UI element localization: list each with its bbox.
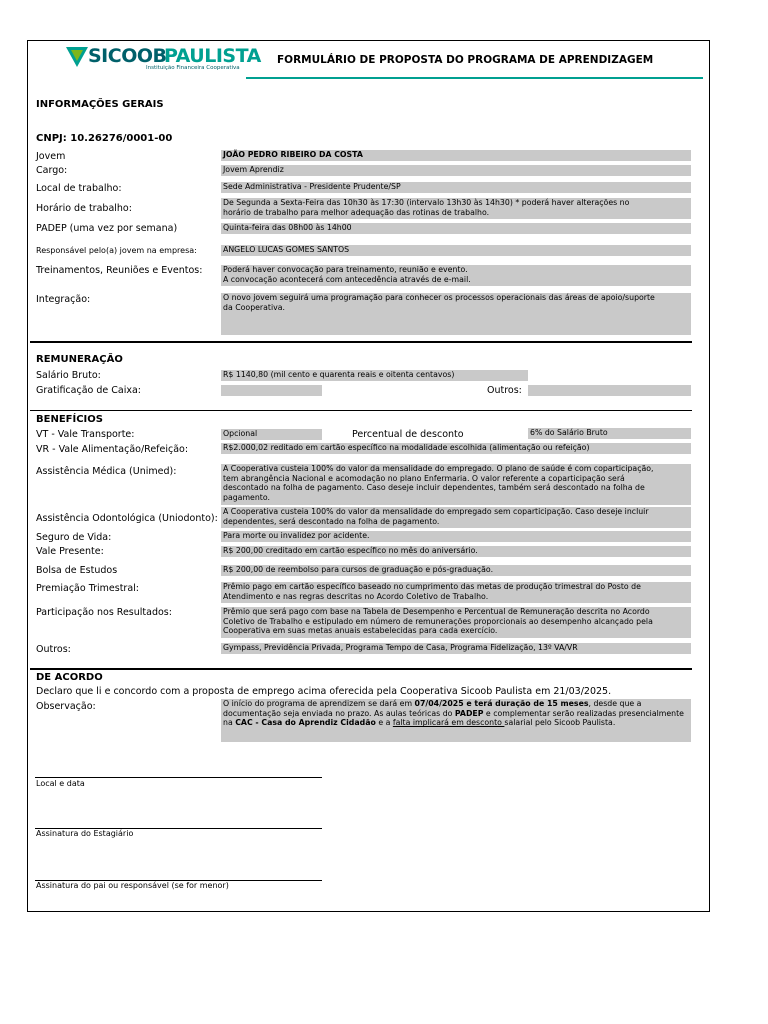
- divider-1: [30, 341, 692, 343]
- pai-signature-label: Assinatura do pai ou responsável (se for menor): [36, 881, 229, 890]
- bolsa-estudos-field[interactable]: R$ 200,00 de reembolso para cursos de graduação e pós-graduação.: [221, 565, 691, 576]
- treinamentos-label: Treinamentos, Reuniões e Eventos:: [36, 265, 203, 276]
- medica-field[interactable]: A Cooperativa custeia 100% do valor da mensalidade do empregado. O plano de saúde é com coparticipação, tem abrangência Nacional e acomodação no plano Enfermaria. O valor referente a coparticipação será descontado na folha de pagamento. Caso deseje incluir dependentes, também será descontado na folha de pagamento.: [221, 464, 691, 505]
- seguro-vida-field[interactable]: Para morte ou invalidez por acidente.: [221, 531, 691, 542]
- title-underline: [246, 77, 703, 79]
- beneficios-outros-field[interactable]: Gympass, Previdência Privada, Programa Tempo de Casa, Programa Fidelização, 13º VA/VR: [221, 643, 691, 654]
- vt-field[interactable]: Opcional: [221, 429, 322, 440]
- obs-part-6: CAC - Casa do Aprendiz Cidadão: [235, 718, 376, 728]
- vt-label: VT - Vale Transporte:: [36, 429, 135, 440]
- salario-label: Salário Bruto:: [36, 370, 101, 381]
- treinamentos-field[interactable]: Poderá haver convocação para treinamento, reunião e evento. A convocação acontecerá com antecedência através de e-mail.: [221, 265, 691, 286]
- vr-field[interactable]: R$2.000,02 reditado em cartão específico na modalidade escolhida (alimentação ou refeição): [221, 443, 691, 454]
- local-label: Local de trabalho:: [36, 183, 122, 194]
- local-field[interactable]: Sede Administrativa - Presidente Prudente/SP: [221, 182, 691, 193]
- section-general-heading: INFORMAÇÕES GERAIS: [36, 99, 164, 110]
- seguro-vida-label: Seguro de Vida:: [36, 532, 112, 543]
- padep-label: PADEP (uma vez por semana): [36, 223, 178, 234]
- bolsa-estudos-label: Bolsa de Estudos: [36, 565, 118, 576]
- obs-part-5: e complementar serão realizadas presencialmente na: [223, 708, 684, 728]
- local-data-line[interactable]: [35, 777, 322, 778]
- logo-brand-1: SICOOB: [88, 45, 167, 67]
- logo-brand-2: PAULISTA: [164, 45, 261, 67]
- salario-field[interactable]: R$ 1140,80 (mil cento e quarenta reais e oitenta centavos): [221, 370, 528, 381]
- cargo-label: Cargo:: [36, 165, 68, 176]
- observacao-field[interactable]: [221, 699, 691, 742]
- padep-field[interactable]: Quinta-feira das 08h00 às 14h00: [221, 223, 691, 234]
- declaracao-text: Declaro que li e concordo com a proposta de emprego acima oferecida pela Cooperativa Sicoob Paulista em 21/03/2025.: [36, 686, 612, 697]
- obs-part-9: salarial pelo Sicoob Paulista.: [504, 718, 616, 728]
- cargo-field[interactable]: Jovem Aprendiz: [221, 165, 691, 176]
- section-acordo-heading: DE ACORDO: [36, 672, 103, 683]
- logo-tagline: Instituição Financeira Cooperativa: [146, 65, 240, 71]
- obs-part-1: O início do programa de aprendizem se dará em: [223, 699, 415, 708]
- premiacao-label: Premiação Trimestral:: [36, 583, 139, 594]
- percentual-label: Percentual de desconto: [352, 429, 464, 440]
- divider-3: [30, 668, 692, 670]
- vr-label: VR - Vale Alimentação/Refeição:: [36, 444, 189, 455]
- horario-field[interactable]: De Segunda a Sexta-Feira das 10h30 às 17:30 (intervalo 13h30 às 14h30) * poderá haver alterações no horário de trabalho para melhor adequação das rotinas de trabalho.: [221, 198, 691, 219]
- obs-part-4: PADEP: [454, 708, 484, 718]
- form-title: FORMULÁRIO DE PROPOSTA DO PROGRAMA DE APRENDIZAGEM: [277, 54, 654, 66]
- integracao-label: Integração:: [36, 294, 91, 305]
- local-data-label: Local e data: [36, 779, 85, 788]
- beneficios-outros-label: Outros:: [36, 644, 71, 655]
- premiacao-field[interactable]: Prêmio pago em cartão específico baseado no cumprimento das metas de produção trimestral do Posto de Atendimento e nas regras descritas no Acordo Coletivo de Trabalho.: [221, 582, 691, 603]
- obs-part-3: , desde que a documentação seja enviada no prazo. As aulas teóricas do: [223, 699, 642, 718]
- plr-label: Participação nos Resultados:: [36, 607, 172, 618]
- remuneracao-outros-label: Outros:: [487, 385, 522, 396]
- vale-presente-field[interactable]: R$ 200,00 creditado em cartão específico no mês do aniversário.: [221, 546, 691, 557]
- observacao-label: Observação:: [36, 701, 96, 712]
- jovem-label: Jovem: [36, 151, 66, 162]
- responsavel-label: Responsável pelo(a) jovem na empresa:: [36, 246, 197, 255]
- obs-part-7: e a: [375, 718, 393, 728]
- horario-label: Horário de trabalho:: [36, 203, 132, 214]
- integracao-field[interactable]: O novo jovem seguirá uma programação para conhecer os processos operacionais das áreas de apoio/suporte da Cooperativa.: [221, 293, 691, 335]
- vale-presente-label: Vale Presente:: [36, 546, 104, 557]
- odonto-label: Assistência Odontológica (Uniodonto):: [36, 513, 218, 524]
- plr-field[interactable]: Prêmio que será pago com base na Tabela de Desempenho e Percentual de Remuneração descrita no Acordo Coletivo de Trabalho e estipulado em número de remunerações proporcionais ao desempenho alcançado pela Cooperativa em suas metas anuais estabelecidas para cada exercício.: [221, 607, 691, 638]
- odonto-field[interactable]: A Cooperativa custeia 100% do valor da mensalidade do empregado sem coparticipação. Caso deseje incluir dependentes, será descontado na folha de pagamento.: [221, 507, 691, 528]
- jovem-field[interactable]: JOÃO PEDRO RIBEIRO DA COSTA: [221, 150, 691, 161]
- cnpj: CNPJ: 10.26276/0001-00: [36, 133, 173, 144]
- section-beneficios-heading: BENEFÍCIOS: [36, 414, 103, 425]
- percentual-field[interactable]: 6% do Salário Bruto: [528, 428, 691, 439]
- gratificacao-field[interactable]: [221, 385, 322, 396]
- responsavel-field[interactable]: ANGELO LUCAS GOMES SANTOS: [221, 245, 691, 256]
- sicoob-logo: [66, 45, 261, 74]
- obs-part-2: 07/04/2025 e terá duração de 15 meses: [414, 699, 589, 708]
- medica-label: Assistência Médica (Unimed):: [36, 466, 177, 477]
- estagiario-signature-label: Assinatura do Estagiário: [36, 829, 134, 838]
- divider-2: [30, 410, 692, 411]
- obs-part-8: falta implicará em desconto: [392, 718, 505, 728]
- section-remuneracao-heading: REMUNERAÇÃO: [36, 354, 123, 365]
- sicoob-logo-icon: [66, 47, 88, 67]
- remuneracao-outros-field[interactable]: [528, 385, 691, 396]
- gratificacao-label: Gratificação de Caixa:: [36, 385, 141, 396]
